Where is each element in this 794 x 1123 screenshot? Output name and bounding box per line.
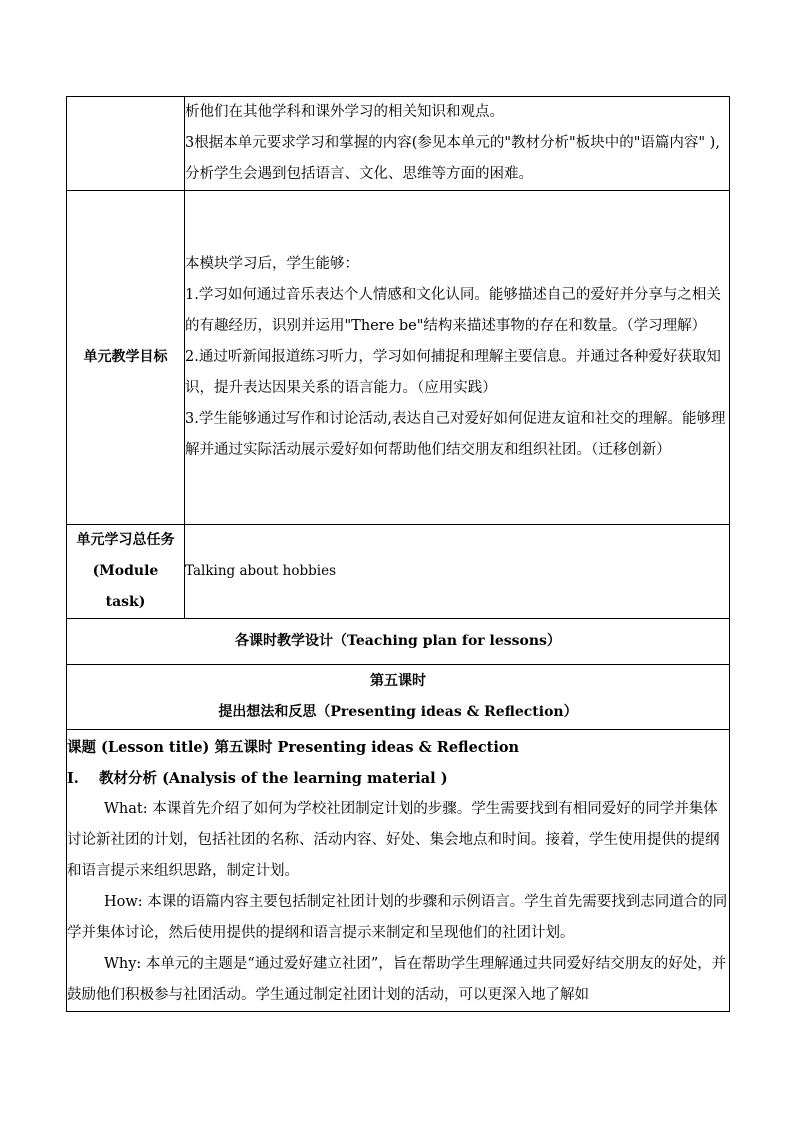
lesson-number: 第五课时	[370, 673, 426, 689]
analysis-content-cell	[185, 97, 730, 191]
teaching-plan-heading: 各课时教学设计（Teaching plan for lessons）	[67, 619, 730, 665]
module-task-row	[67, 525, 730, 619]
lesson-heading-cell	[67, 665, 730, 730]
lesson-body-cell	[67, 730, 730, 1012]
lesson-plan-table	[66, 96, 730, 1012]
analysis-how: How: 本课的语篇内容主要包括制定社团计划的步骤和示例语言。学生首先需要找到志同道合的同学并集体讨论，然后使用提供的提纲和语言提示来制定和呈现他们的社团计划。	[67, 894, 728, 941]
lesson-title-value: 第五课时 Presenting ideas & Reflection	[209, 739, 520, 756]
material-analysis-heading: I. 教材分析 (Analysis of the learning material )	[67, 770, 448, 787]
objective-item-1: 1.学习如何通过音乐表达个人情感和文化认同。能够描述自己的爱好并分享与之相关的有趣经历，识别并运用"There be"结构来描述事物的存在和数量。（学习理解）	[185, 287, 721, 334]
analysis-continued-row	[67, 97, 730, 191]
lesson-title-label: 课题 (Lesson title)	[67, 739, 210, 756]
lesson-subtitle: 提出想法和反思（Presenting ideas & Reflection）	[218, 704, 578, 720]
objectives-content-cell	[185, 191, 730, 525]
module-task-value: Talking about hobbies	[185, 525, 730, 619]
objective-item-2: 2.通过听新闻报道练习听力，学习如何捕捉和理解主要信息。并通过各种爱好获取知识，提升表达因果关系的语言能力。（应用实践）	[185, 349, 721, 396]
lesson-heading-row	[67, 665, 730, 730]
lesson-body-row	[67, 730, 730, 1012]
module-task-label: 单元学习总任务(Module task)	[67, 525, 185, 619]
objectives-intro: 本模块学习后，学生能够：	[185, 256, 359, 272]
analysis-line-2: 3根据本单元要求学习和掌握的内容(参见本单元的"教材分析"板块中的"语篇内容" ),分析学生会遇到包括语言、文化、思维等方面的困难。	[185, 135, 720, 182]
analysis-what: What: 本课首先介绍了如何为学校社团制定计划的步骤。学生需要找到有相同爱好的同学并集体讨论新社团的计划，包括社团的名称、活动内容、好处、集会地点和时间。接着，学生使用提供的提纲和语言提示来组织思路，制定计划。	[67, 801, 720, 879]
analysis-why: Why: 本单元的主题是“通过爱好建立社团”，旨在帮助学生理解通过共同爱好结交朋友的好处，并鼓励他们积极参与社团活动。学生通过制定社团计划的活动，可以更深入地了解如	[67, 956, 727, 1003]
analysis-line-1: 析他们在其他学科和课外学习的相关知识和观点。	[185, 104, 504, 120]
objectives-label: 单元教学目标	[67, 191, 185, 525]
lesson-title-line	[67, 732, 729, 763]
teaching-plan-heading-row	[67, 619, 730, 665]
analysis-label-cell	[67, 97, 185, 191]
document-page	[66, 96, 730, 1012]
objectives-row	[67, 191, 730, 525]
objective-item-3: 3.学生能够通过写作和讨论活动,表达自己对爱好如何促进友谊和社交的理解。能够理解并通过实际活动展示爱好如何帮助他们结交朋友和组织社团。（迁移创新）	[185, 411, 726, 458]
